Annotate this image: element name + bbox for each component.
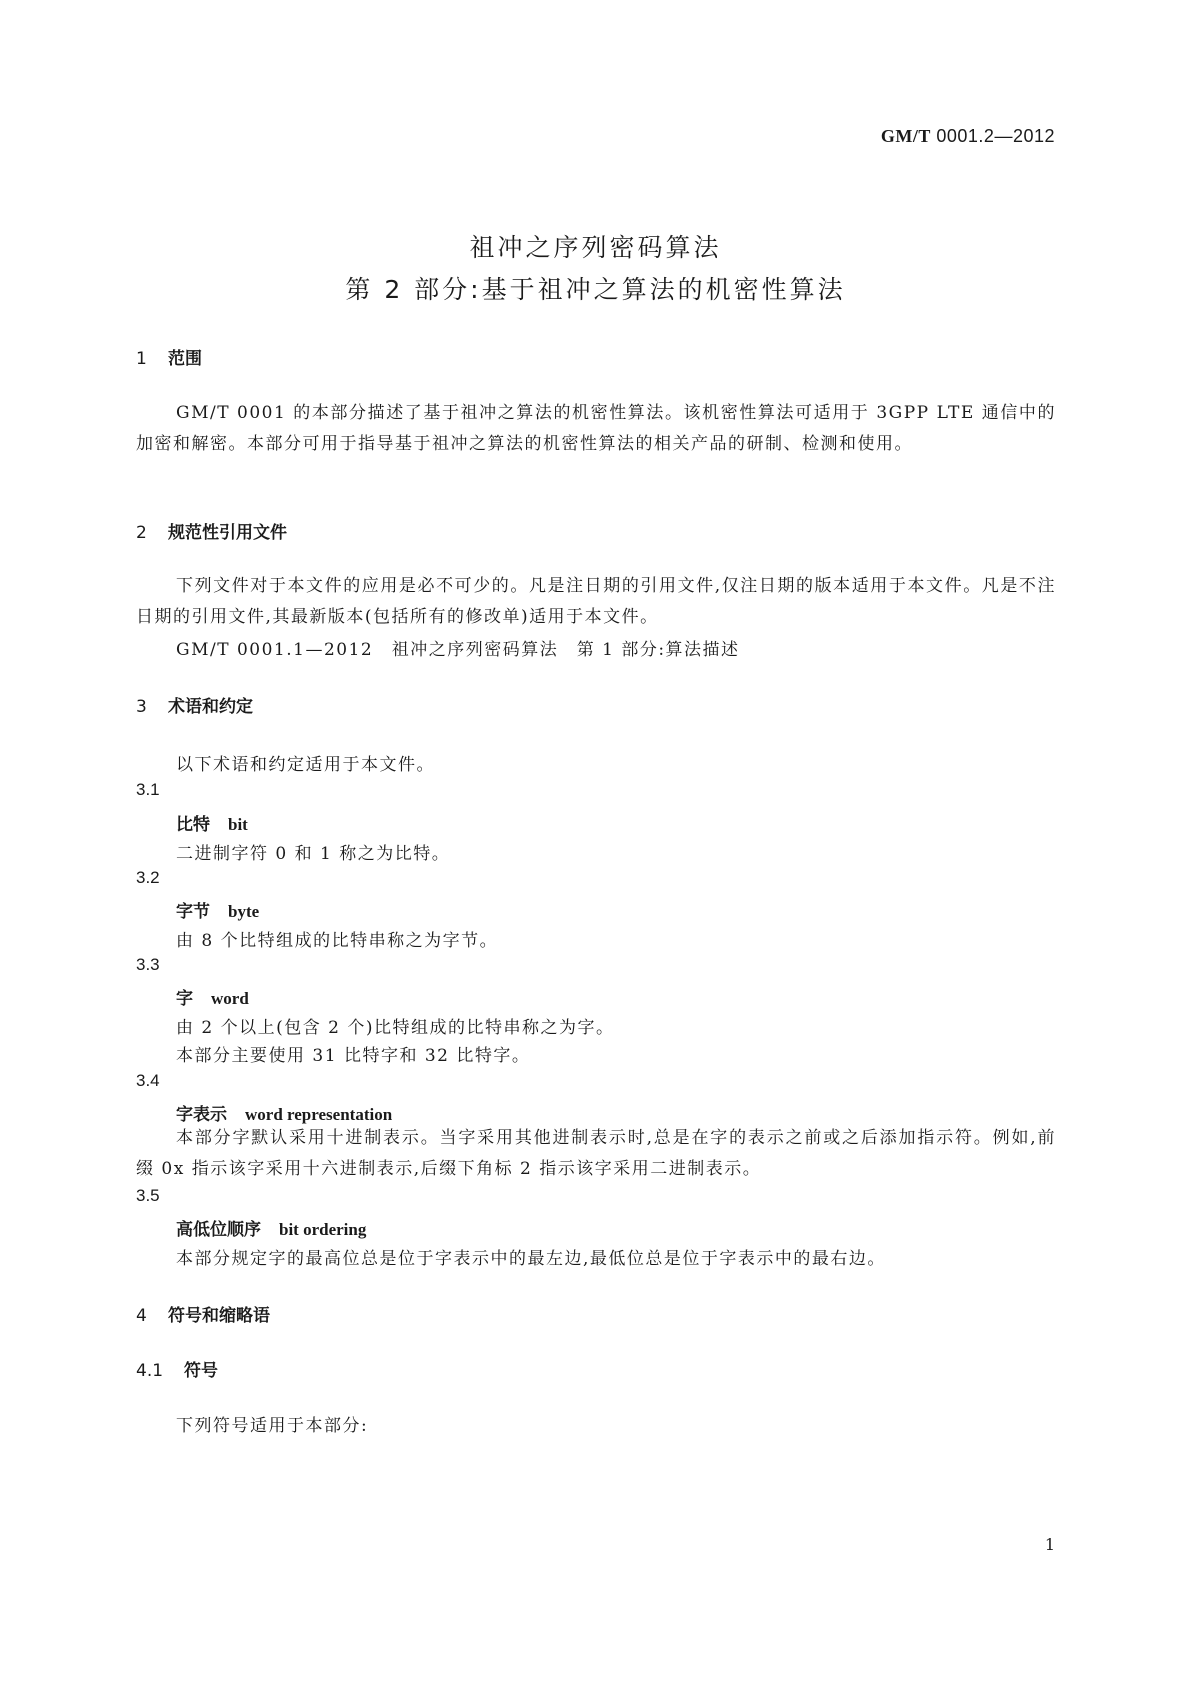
section-3-heading	[136, 692, 253, 717]
term-heading	[176, 810, 248, 835]
page-number: 1	[1044, 1535, 1055, 1554]
term-heading	[176, 1215, 366, 1240]
section-1-heading	[136, 344, 202, 369]
section-3-intro: 以下术语和约定适用于本文件。	[176, 755, 435, 775]
term-number: 3.4	[136, 1071, 160, 1090]
term-definition: 由 8 个比特组成的比特串称之为字节。	[176, 931, 499, 951]
section-title: 符号和缩略语	[168, 1306, 270, 1326]
section-2-heading	[136, 518, 287, 543]
term-definition: 本部分字默认采用十进制表示。当字采用其他进制表示时,总是在字的表示之前或之后添加指示符。例如,前缀 0x 指示该字采用十六进制表示,后缀下角标 2 指示该字采用二进制表示。	[136, 1128, 1056, 1179]
term-en: bit	[228, 815, 248, 834]
section-number: 4	[136, 1306, 147, 1326]
section-4-heading	[136, 1301, 270, 1326]
term-en: word representation	[245, 1105, 393, 1124]
section-number: 3	[136, 697, 147, 717]
document-title: 祖冲之序列密码算法	[469, 233, 722, 262]
term-number: 3.5	[136, 1186, 160, 1205]
section-1-paragraph: GM/T 0001 的本部分描述了基于祖冲之算法的机密性算法。该机密性算法可适用于 3GPP LTE 通信中的加密和解密。本部分可用于指导基于祖冲之算法的机密性算法的相关产品的研制、检测和使用。	[136, 403, 1056, 454]
standard-code: 0001.2—2012	[936, 126, 1055, 146]
section-number: 2	[136, 523, 147, 543]
term-en: bit ordering	[279, 1220, 367, 1239]
term-zh: 字节	[176, 902, 210, 922]
section-title: 范围	[168, 349, 202, 369]
term-definition: 本部分规定字的最高位总是位于字表示中的最左边,最低位总是位于字表示中的最右边。	[176, 1249, 886, 1269]
term-en: word	[211, 989, 249, 1008]
term-zh: 高低位顺序	[176, 1220, 261, 1240]
term-number: 3.1	[136, 780, 160, 799]
section-number: 1	[136, 349, 147, 369]
subsection-title: 符号	[184, 1361, 218, 1381]
term-zh: 字	[176, 989, 193, 1009]
normative-reference: GM/T 0001.1—2012 祖冲之序列密码算法 第 1 部分:算法描述	[176, 640, 740, 660]
term-zh: 字表示	[176, 1105, 227, 1125]
term-en: byte	[228, 902, 260, 921]
section-title: 规范性引用文件	[168, 523, 287, 543]
term-number: 3.2	[136, 868, 160, 887]
section-2-paragraph: 下列文件对于本文件的应用是必不可少的。凡是注日期的引用文件,仅注日期的版本适用于本文件。凡是不注日期的引用文件,其最新版本(包括所有的修改单)适用于本文件。	[136, 576, 1056, 627]
term-definition: 二进制字符 0 和 1 称之为比特。	[176, 844, 451, 864]
document-subtitle: 第 2 部分:基于祖冲之算法的机密性算法	[345, 275, 846, 304]
term-note: 本部分主要使用 31 比特字和 32 比特字。	[176, 1046, 531, 1066]
subsection-4-1-heading	[136, 1356, 218, 1381]
standard-prefix: GM/T	[880, 126, 931, 146]
term-heading	[176, 984, 249, 1009]
subsection-number: 4.1	[136, 1361, 164, 1381]
term-number: 3.3	[136, 955, 160, 974]
standard-number	[881, 126, 1055, 147]
term-zh: 比特	[176, 815, 210, 835]
term-heading	[176, 897, 259, 922]
term-heading	[176, 1100, 392, 1125]
section-title: 术语和约定	[168, 697, 253, 717]
subsection-4-1-paragraph: 下列符号适用于本部分:	[176, 1416, 369, 1436]
term-definition: 由 2 个以上(包含 2 个)比特组成的比特串称之为字。	[176, 1018, 615, 1038]
